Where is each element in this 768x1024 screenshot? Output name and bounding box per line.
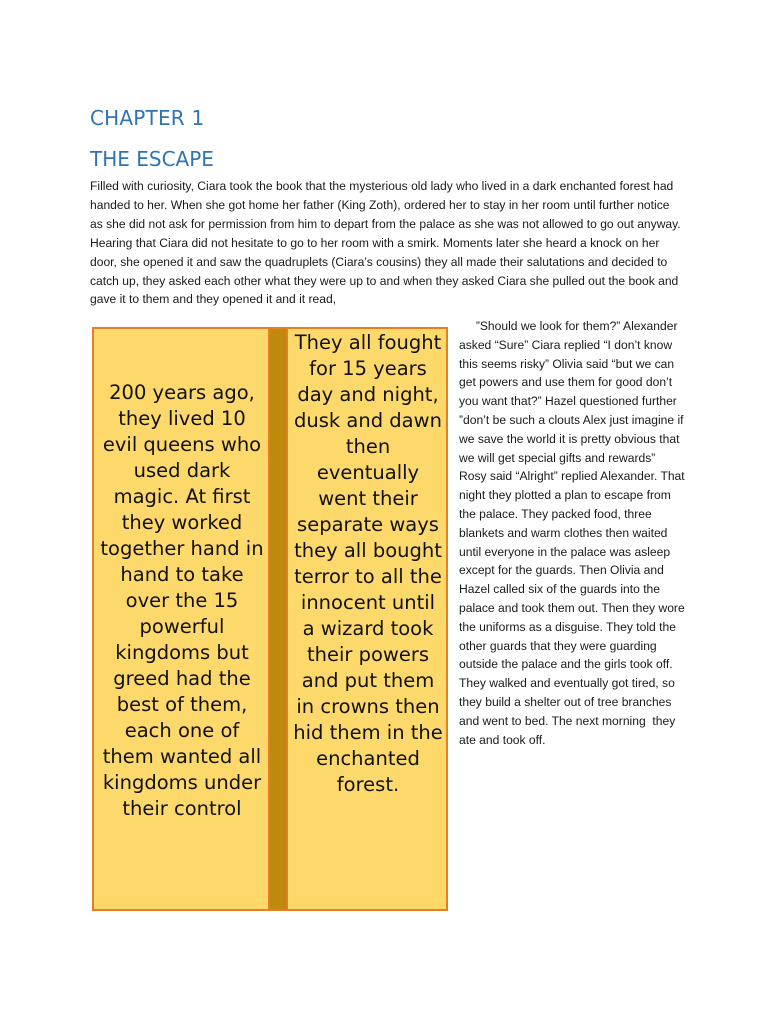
chapter-title: THE ESCAPE: [90, 147, 214, 171]
chapter-heading: CHAPTER 1: [90, 106, 205, 130]
intro-paragraph: Filled with curiosity, Ciara took the book that the mysterious old lady who lived in a dark enchanted forest had handed to her. When she got home her father (King Zoth), ordered her to stay in her room until further notice as she did not ask for permission from him to depart from the palace as she was not allowed to go out anyway. Hearing that Ciara did not hesitate to go to her room with a smirk. Moments later she heard a knock on her door, she opened it and saw the quadruplets (Ciara’s cousins) they all made their salutations and decided to catch up, they asked each other what they were up to and when they asked Ciara she pulled out the book and gave it to them and they opened it and it read,: [90, 179, 681, 307]
scroll-left-text: 200 years ago, they lived 10 evil queens who used dark magic. At first they worked together hand in hand to take over the 15 powerful kingdoms but greed had the best of them, each one of them wanted all kingdoms under their control: [100, 381, 264, 820]
scroll-shape: [92, 327, 448, 911]
side-paragraph: ”Should we look for them?” Alexander asked “Sure” Ciara replied “I don’t know this seems risky” Olivia said “but we can get powers and use them for good don’t you want that?” Hazel questioned further ”don’t be such a clouts Alex just imagine if we save the world it is pretty obvious that we will get special gifts and rewards” Rosy said “Alright” replied Alexander. That night they plotted a plan to escape from the palace. They packed food, three blankets and warm clothes then waited until everyone in the palace was asleep except for the guards. Then Olivia and Hazel called six of the guards into the palace and took them out. Then they wore the uniforms as a disguise. They told the other guards that they were guarding outside the palace and the girls took off. They walked and eventually got tired, so they build a shelter out of tree branches and went to bed. The next morning they ate and took off.: [459, 319, 689, 747]
scroll-right-text: They all fought for 15 years day and night, dusk and dawn then eventually went their separate ways they all bought terror to all the innocent until a wizard took their powers and put them in crowns then hid them in the enchanted forest.: [293, 331, 443, 796]
scroll-center-bar: [268, 329, 288, 909]
